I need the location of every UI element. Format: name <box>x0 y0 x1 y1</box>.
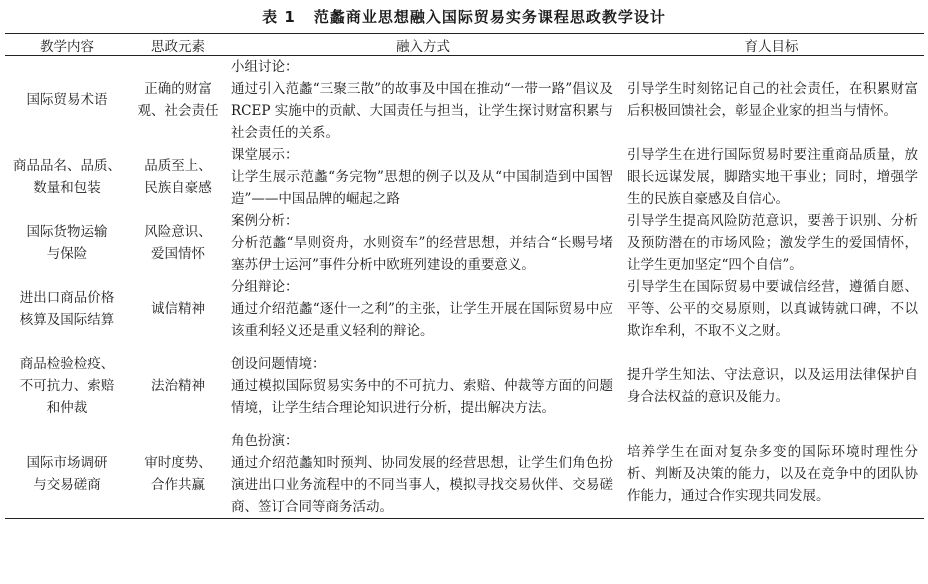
cell-integration-method <box>227 56 619 145</box>
method-text: 让学生展示范蠡“务完物”思想的例子以及从“中国制造到中国智造”——中国品牌的崛起之路 <box>231 169 613 207</box>
method-text: 通过模拟国际贸易实务中的不可抗力、索赔、仲裁等方面的问题情境，让学生结合理论知识进行分析，提出解决方法。 <box>231 378 613 416</box>
education-goal-text: 引导学生时刻铭记自己的社会责任，在积累财富后积极回馈社会，彰显企业家的担当与情怀。 <box>627 81 918 119</box>
table-row <box>5 210 924 276</box>
teaching-content-line: 和仲裁 <box>46 400 88 416</box>
method-label: 角色扮演： <box>231 433 299 449</box>
table-title <box>0 6 928 27</box>
education-goal-text: 提升学生知法、守法意识，以及运用法律保护自身合法权益的意识及能力。 <box>627 367 918 405</box>
teaching-design-table <box>5 33 924 519</box>
table-row <box>5 276 924 342</box>
cell-education-goal <box>619 56 924 145</box>
cell-teaching-content <box>5 342 129 430</box>
teaching-content-line: 数量和包装 <box>33 180 101 196</box>
method-text: 通过介绍范蠡“逐什一之利”的主张，让学生开展在国际贸易中应该重利轻义还是重义轻利的辩论。 <box>231 301 613 339</box>
method-text: 分析范蠡“旱则资舟，水则资车”的经营思想，并结合“长赐号堵塞苏伊士运河”事件分析中欧班列建设的重要意义。 <box>231 235 613 273</box>
ideological-element-line: 审时度势、 <box>144 455 212 471</box>
cell-integration-method <box>227 144 619 210</box>
cell-teaching-content <box>5 430 129 519</box>
table-row <box>5 430 924 519</box>
ideological-element-line: 法治精神 <box>151 378 205 394</box>
header-element: 思政元素 <box>129 34 227 56</box>
cell-teaching-content <box>5 210 129 276</box>
header-goal: 育人目标 <box>619 34 924 56</box>
cell-ideological-element <box>129 210 227 276</box>
method-label: 创设问题情境： <box>231 356 326 372</box>
cell-ideological-element <box>129 430 227 519</box>
header-method: 融入方式 <box>227 34 619 56</box>
table-number: 表 1 <box>262 8 296 26</box>
cell-ideological-element <box>129 144 227 210</box>
teaching-content-line: 商品检验检疫、 <box>19 356 115 372</box>
teaching-content-line: 与保险 <box>46 246 88 262</box>
table-body <box>5 56 924 519</box>
teaching-content-line: 国际贸易术语 <box>26 92 108 108</box>
table-row <box>5 56 924 145</box>
ideological-element-line: 观、社会责任 <box>137 103 219 119</box>
ideological-element-line: 风险意识、 <box>144 224 212 240</box>
cell-education-goal <box>619 144 924 210</box>
teaching-content-line: 进出口商品价格 <box>19 290 115 306</box>
header-content: 教学内容 <box>5 34 129 56</box>
cell-teaching-content <box>5 56 129 145</box>
education-goal-text: 引导学生提高风险防范意识，要善于识别、分析及预防潜在的市场风险；激发学生的爱国情怀，让学生更加坚定“四个自信”。 <box>627 213 918 273</box>
teaching-content-line: 不可抗力、索赔 <box>19 378 115 394</box>
education-goal-text: 引导学生在国际贸易中要诚信经营，遵循自愿、平等、公平的交易原则，以真诚铸就口碑，不以欺诈牟利，不取不义之财。 <box>627 279 918 339</box>
cell-teaching-content <box>5 144 129 210</box>
header-row <box>5 34 924 56</box>
method-label: 课堂展示： <box>231 147 299 163</box>
cell-integration-method <box>227 210 619 276</box>
method-label: 小组讨论： <box>231 59 299 75</box>
cell-integration-method <box>227 430 619 519</box>
teaching-content-line: 商品品名、品质、 <box>13 158 121 174</box>
ideological-element-line: 诚信精神 <box>151 301 205 317</box>
teaching-content-line: 国际货物运输 <box>26 224 108 240</box>
cell-ideological-element <box>129 56 227 145</box>
teaching-content-line: 国际市场调研 <box>26 455 108 471</box>
teaching-content-line: 与交易磋商 <box>33 477 101 493</box>
ideological-element-line: 正确的财富 <box>144 81 212 97</box>
ideological-element-line: 爱国情怀 <box>151 246 205 262</box>
method-text: 通过介绍范蠡知时预判、协同发展的经营思想，让学生们角色扮演进出口业务流程中的不同当事人，模拟寻找交易伙伴、交易磋商、签订合同等商务活动。 <box>231 455 613 515</box>
method-label: 案例分析： <box>231 213 299 229</box>
cell-ideological-element <box>129 276 227 342</box>
ideological-element-line: 品质至上、 <box>144 158 212 174</box>
table-row <box>5 342 924 430</box>
method-text: 通过引入范蠡“三聚三散”的故事及中国在推动“一带一路”倡议及 RCEP 实施中的贡献、大国责任与担当，让学生探讨财富积累与社会责任的关系。 <box>231 81 613 141</box>
education-goal-text: 培养学生在面对复杂多变的国际环境时理性分析、判断及决策的能力，以及在竞争中的团队协作能力，通过合作实现共同发展。 <box>627 444 918 504</box>
cell-integration-method <box>227 342 619 430</box>
ideological-element-line: 民族自豪感 <box>144 180 212 196</box>
table-row <box>5 144 924 210</box>
teaching-content-line: 核算及国际结算 <box>19 312 115 328</box>
cell-ideological-element <box>129 342 227 430</box>
table-title-text: 范蠡商业思想融入国际贸易实务课程思政教学设计 <box>313 8 666 26</box>
cell-education-goal <box>619 342 924 430</box>
ideological-element-line: 合作共赢 <box>151 477 205 493</box>
method-label: 分组辩论： <box>231 279 299 295</box>
cell-education-goal <box>619 276 924 342</box>
cell-education-goal <box>619 430 924 519</box>
cell-education-goal <box>619 210 924 276</box>
education-goal-text: 引导学生在进行国际贸易时要注重商品质量，放眼长远谋发展，脚踏实地干事业；同时，增强学生的民族自豪感及自信心。 <box>627 147 918 207</box>
cell-integration-method <box>227 276 619 342</box>
cell-teaching-content <box>5 276 129 342</box>
